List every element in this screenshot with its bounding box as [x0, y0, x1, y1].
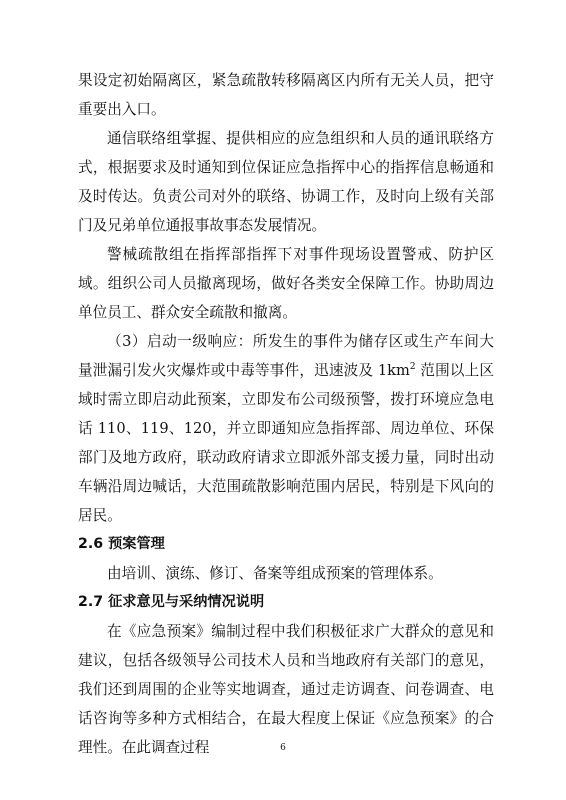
- paragraph-isolation-zone: 果设定初始隔离区，紧急疏散转移隔离区内所有无关人员，把守重要出入口。: [78, 72, 494, 118]
- paragraph-evacuation-group: 警械疏散组在指挥部指挥下对事件现场设置警戒、防护区域。组织公司人员撤离现场，做好各类安全保障工作。协助周边单位员工、群众安全疏散和撤离。: [78, 246, 494, 321]
- paragraph-opinion-collection: 在《应急预案》编制过程中我们积极征求广大群众的意见和建议，包括各级领导公司技术人员和当地政府有关部门的意见，我们还到周围的企业等实地调查，通过走访调查、问卷调查、电话咨询等多种方式相结合，在最大程度上保证《应急预案》的合理性。在此调查过程: [78, 623, 494, 756]
- paragraph-plan-management: 由培训、演练、修订、备案等组成预案的管理体系。: [107, 565, 443, 582]
- paragraph-communication-group: 通信联络组掌握、提供相应的应急组织和人员的通讯联络方式，根据要求及时通知到位保证应急指挥中心的指挥信息畅通和及时传达。负责公司对外的联络、协调工作，及时向上级有关部门及兄弟单位通报事故事态发展情况。: [78, 130, 494, 234]
- document-body: [78, 66, 494, 762]
- paragraph-level-one-response: [78, 327, 494, 530]
- superscript-two: 2: [409, 362, 416, 373]
- page-number: 6: [280, 743, 286, 753]
- response-text-after: 范围以上区域时需立即启动此预案，立即发布公司级预警，拨打环境应急电话 110、119、120，并立即通知应急指挥部、周边单位、环保部门及地方政府，联动政府请求立即派外部支援力量，同时出动车辆沿周边喊话，大范围疏散影响范围内居民，特别是下风向的居民。: [78, 362, 495, 524]
- section-heading-2-6: 2.6 预案管理: [78, 536, 165, 552]
- response-text-before: （3）启动一级响应：所发生的事件为储存区或生产车间大量泄漏引发火灾爆炸或中毒等事件，迅速波及 1km: [78, 333, 494, 379]
- section-heading-2-7: 2.7 征求意见与采纳情况说明: [78, 594, 265, 610]
